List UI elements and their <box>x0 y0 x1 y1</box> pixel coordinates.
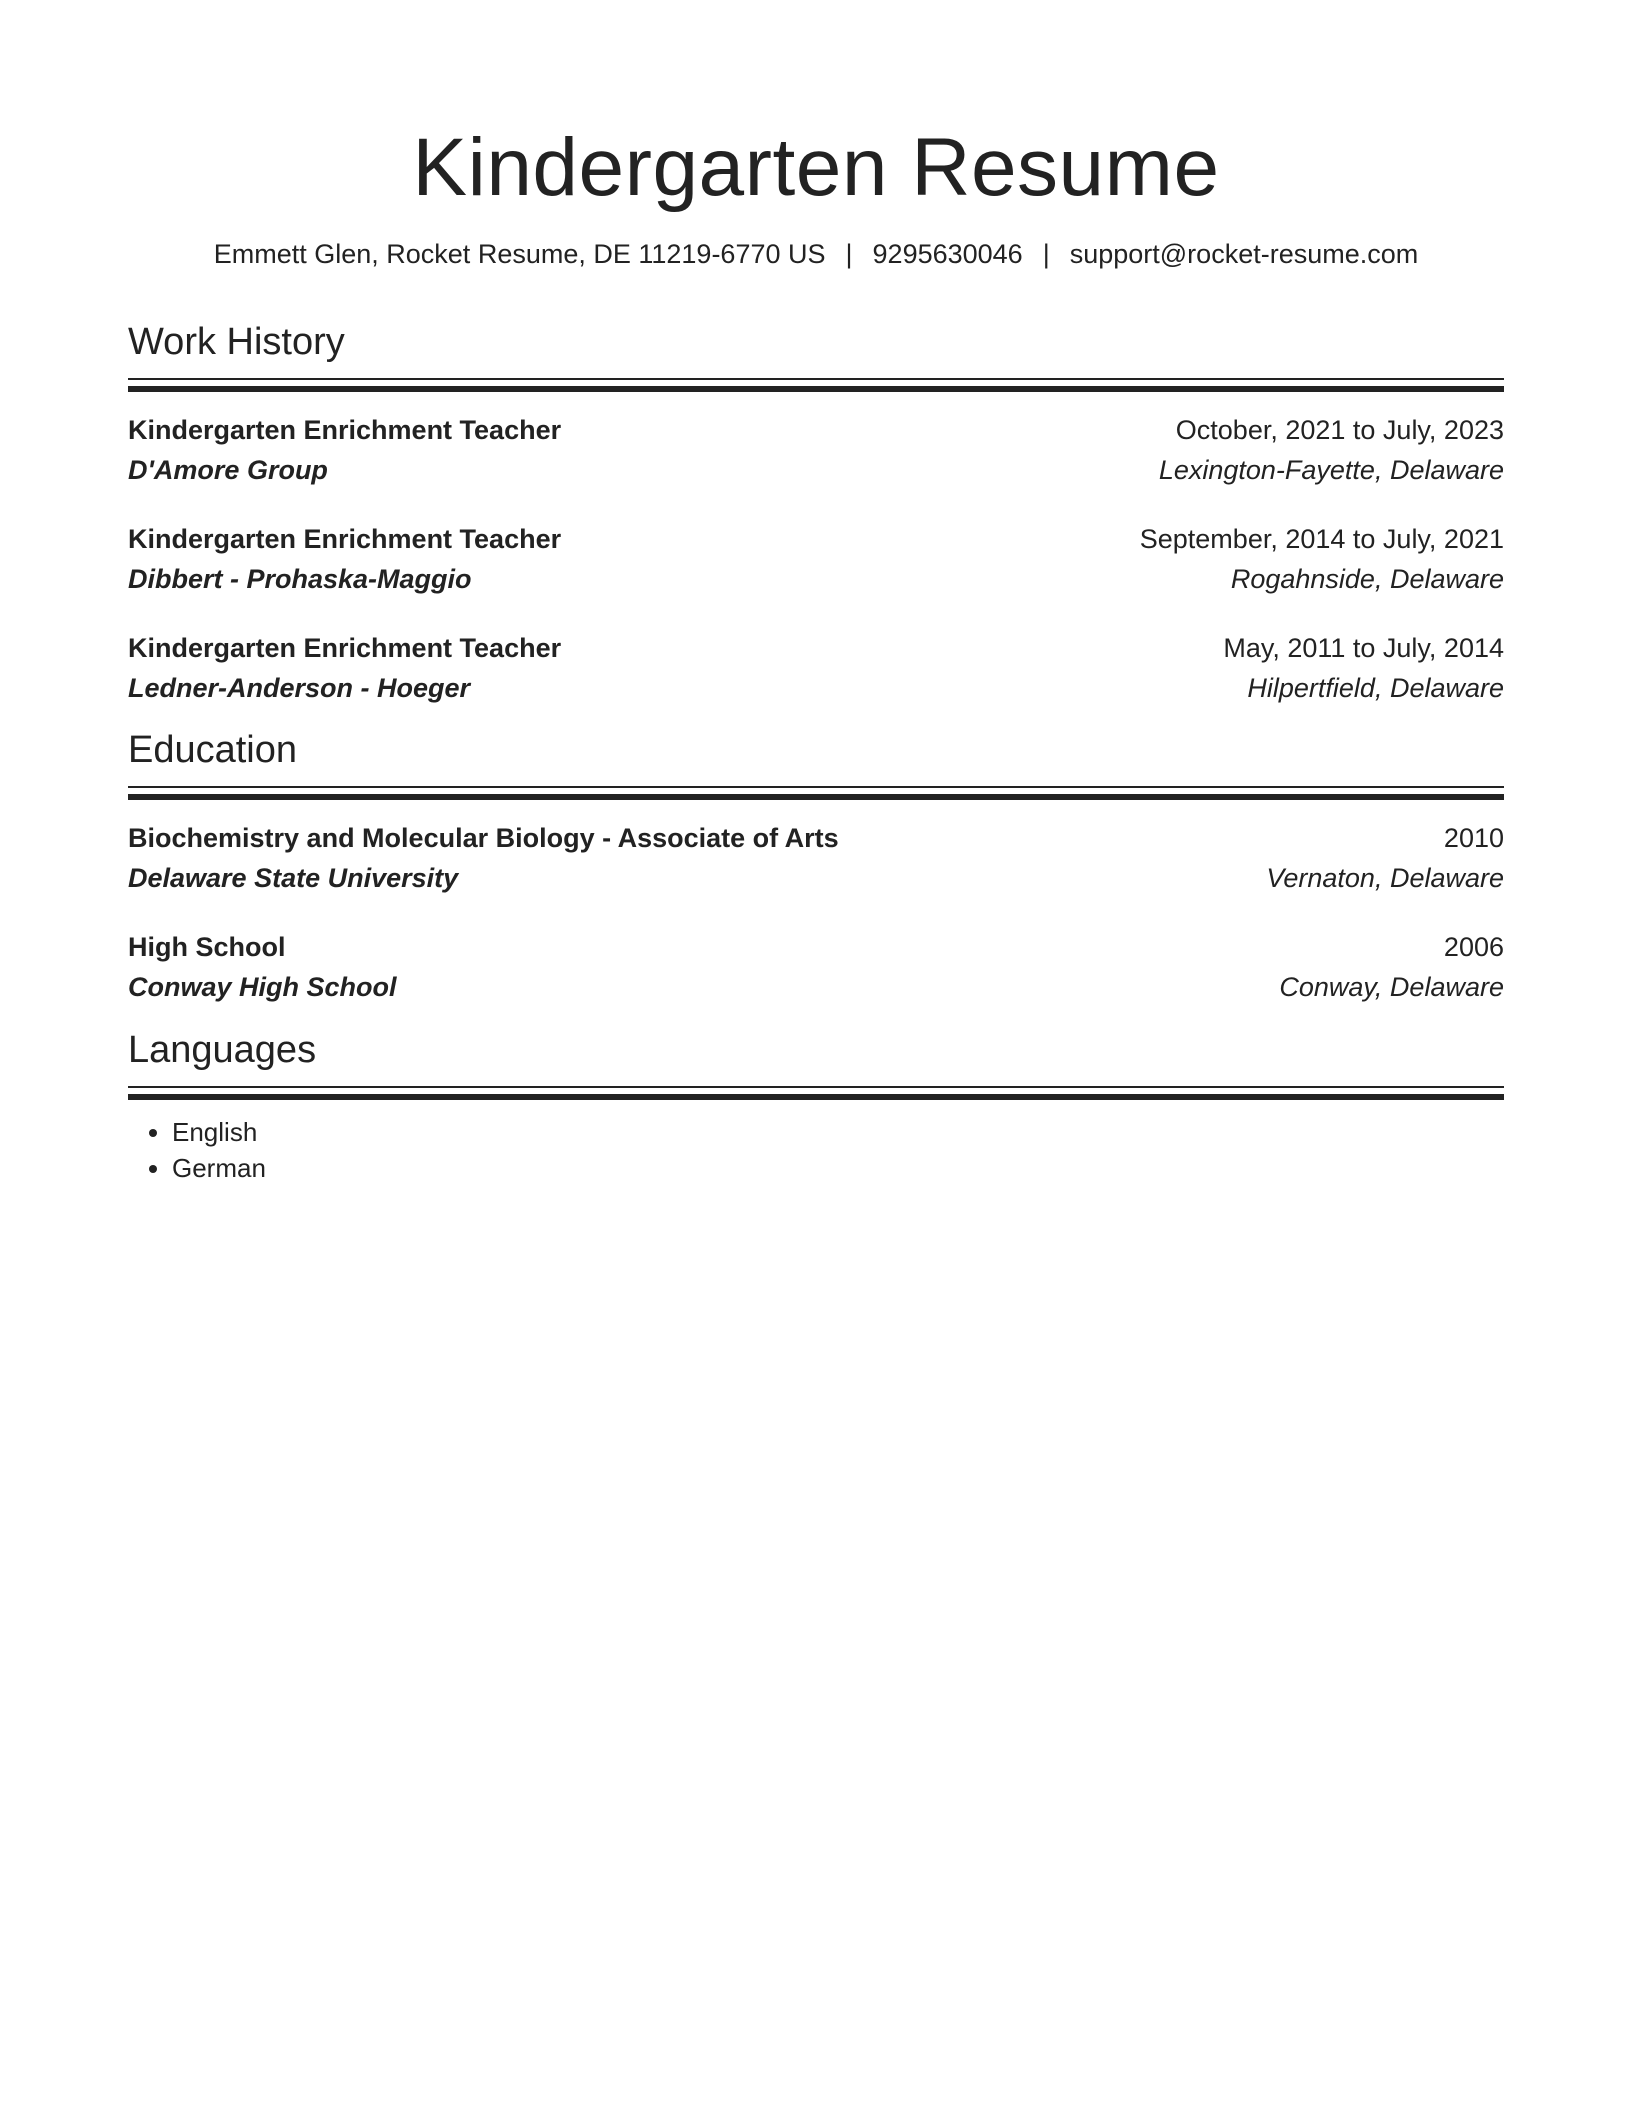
degree-name: Biochemistry and Molecular Biology - Associate of Arts <box>128 823 839 853</box>
contact-line <box>128 236 1504 272</box>
list-item: • German <box>172 1150 1504 1186</box>
contact-separator: | <box>1042 239 1050 269</box>
job-location: Hilpertfield, Delaware <box>1247 673 1504 703</box>
languages-section <box>128 1026 1504 1186</box>
school-location: Vernaton, Delaware <box>1266 863 1504 893</box>
graduation-year: 2006 <box>1443 932 1504 962</box>
company-name: D'Amore Group <box>128 455 328 485</box>
contact-phone: 9295630046 <box>872 239 1023 269</box>
contact-separator: | <box>845 239 853 269</box>
education-entry <box>128 820 1504 900</box>
list-item: • English <box>172 1114 1504 1150</box>
work-entry <box>128 630 1504 710</box>
school-name: Conway High School <box>128 972 397 1002</box>
job-dates: October, 2021 to July, 2023 <box>1175 415 1504 445</box>
contact-email: support@rocket-resume.com <box>1069 239 1419 269</box>
section-heading-languages: Languages <box>128 1029 317 1071</box>
graduation-year: 2010 <box>1443 823 1504 853</box>
job-title: Kindergarten Enrichment Teacher <box>128 415 562 445</box>
school-location: Conway, Delaware <box>1279 972 1504 1002</box>
degree-name: High School <box>128 932 286 962</box>
job-title: Kindergarten Enrichment Teacher <box>128 633 562 663</box>
school-name: Delaware State University <box>128 863 459 893</box>
job-title: Kindergarten Enrichment Teacher <box>128 524 562 554</box>
education-section <box>128 726 1504 1009</box>
job-dates: September, 2014 to July, 2021 <box>1139 524 1504 554</box>
section-heading-work-history: Work History <box>128 321 345 363</box>
job-location: Rogahnside, Delaware <box>1230 564 1504 594</box>
section-divider <box>128 786 1504 800</box>
education-entry <box>128 929 1504 1009</box>
contact-address: Emmett Glen, Rocket Resume, DE 11219-6770 US <box>213 239 826 269</box>
section-divider <box>128 378 1504 392</box>
work-history-section <box>128 318 1504 710</box>
company-name: Ledner-Anderson - Hoeger <box>128 673 471 703</box>
section-heading-education: Education <box>128 729 298 771</box>
section-divider <box>128 1086 1504 1100</box>
work-entry <box>128 412 1504 492</box>
job-dates: May, 2011 to July, 2014 <box>1223 633 1504 663</box>
job-location: Lexington-Fayette, Delaware <box>1158 455 1504 485</box>
company-name: Dibbert - Prohaska-Maggio <box>128 564 472 594</box>
languages-list <box>128 1114 1504 1186</box>
work-entry <box>128 521 1504 601</box>
resume-title: Kindergarten Resume <box>412 122 1220 213</box>
